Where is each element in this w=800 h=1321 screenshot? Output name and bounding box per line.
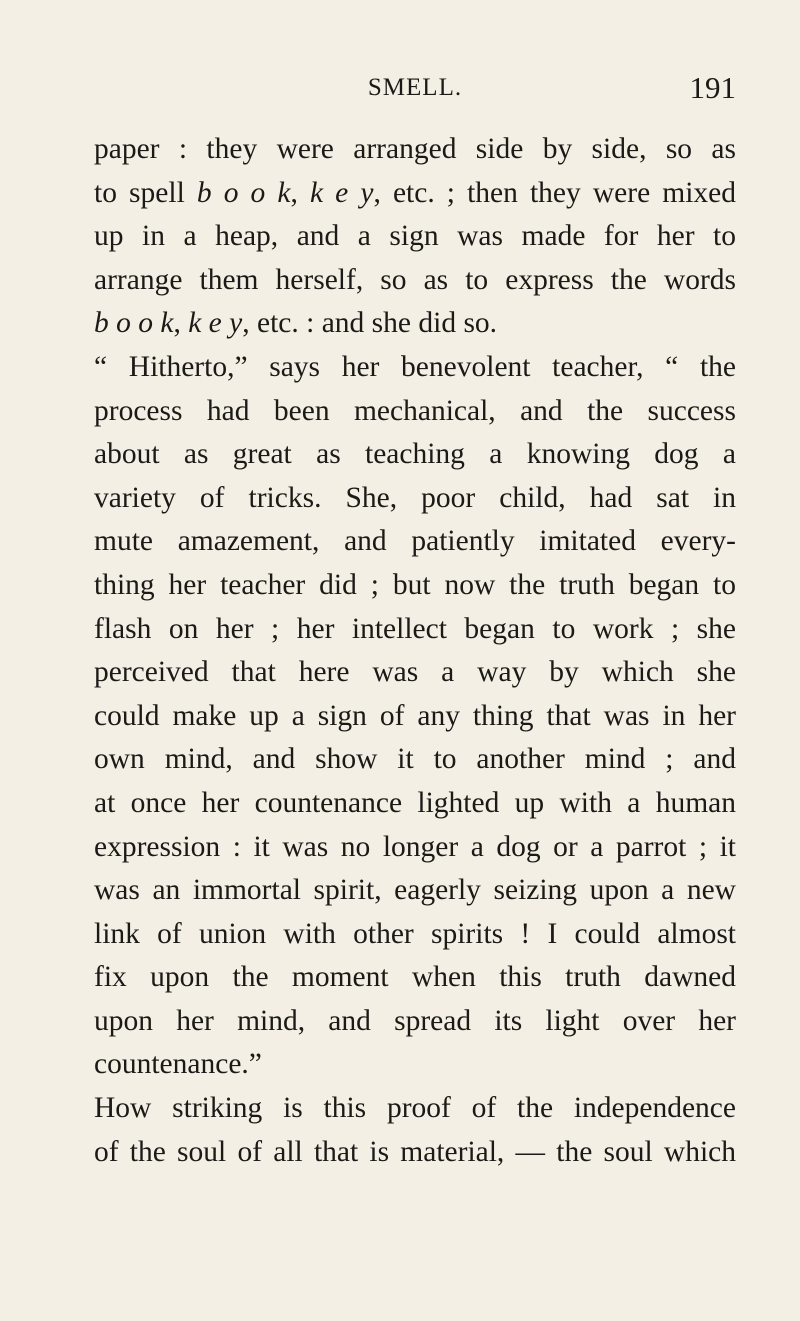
text-line: How striking is this proof of the independence [94,1092,736,1125]
text-line: perceived that here was a way by which she [94,656,736,689]
text-line: process had been mechanical, and the success [94,394,736,427]
body-text [94,128,736,1174]
text-line: of the soul of all that is material, — the soul which [94,1135,736,1168]
text-line: upon her mind, and spread its light over her [94,1004,736,1037]
text-line: “ Hitherto,” says her benevolent teacher, “ the [94,350,736,383]
italic-word: k e y [309,176,374,209]
italic-word: b o o k [94,307,174,340]
text-line: expression : it was no longer a dog or a parrot ; it [94,830,736,863]
text-line: variety of tricks. She, poor child, had sat in [94,481,736,514]
running-head [94,70,736,110]
text-line: flash on her ; her intellect began to work ; she [94,612,736,645]
italic-word: b o o k [196,176,291,209]
text-line: was an immortal spirit, eagerly seizing upon a new [94,874,736,907]
text-line: mute amazement, and patiently imitated every- [94,525,736,558]
text-line: thing her teacher did ; but now the truth began to [94,568,736,601]
text-line: at once her countenance lighted up with a human [94,786,736,819]
text-line: link of union with other spirits ! I could almost [94,917,736,950]
text-line: to spell b o o k, k e y, etc. ; then they were mixed [94,176,737,209]
text-line: fix upon the moment when this truth dawned [94,961,736,994]
text-line: b o o k, k e y, etc. : and she did so. [94,307,498,340]
page-number: 191 [689,70,736,105]
text-line: arrange them herself, so as to express the words [94,263,736,296]
text-line: about as great as teaching a knowing dog a [94,438,736,471]
running-title: SMELL. [367,74,463,101]
text-line: own mind, and show it to another mind ; and [94,743,736,776]
italic-word: k e y [188,307,243,340]
text-line: could make up a sign of any thing that was in her [94,699,736,732]
text-line: paper : they were arranged side by side, so as [94,133,736,165]
text-line: countenance.” [94,1048,262,1081]
text-line: up in a heap, and a sign was made for her to [94,220,736,253]
